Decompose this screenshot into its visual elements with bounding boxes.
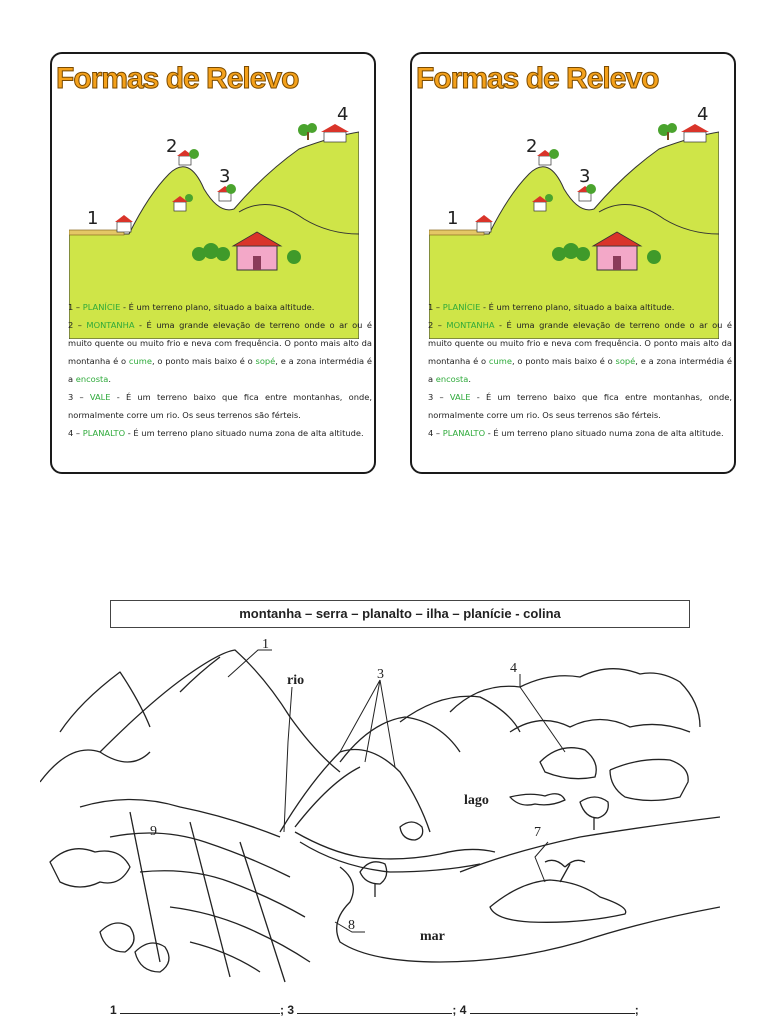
answer-number: 4 <box>459 1003 467 1017</box>
answer-lines <box>110 1003 639 1017</box>
answer-blank[interactable] <box>120 1003 280 1014</box>
desc-planalto: 4 – PLANALTO - É um terreno plano situado numa zona de alta altitude. <box>68 428 364 438</box>
house-icon <box>115 215 133 232</box>
answer-blank[interactable] <box>470 1003 635 1014</box>
desc-planicie: 1 – PLANÍCIE - É um terreno plano, situado a baixa altitude. <box>68 302 315 312</box>
label-rio: rio <box>287 673 305 688</box>
house-icon <box>321 124 349 142</box>
answer-separator: ; <box>452 1003 457 1017</box>
relevo-descriptions <box>414 298 732 442</box>
card-title: Formas de Relevo <box>56 62 299 95</box>
label-lago: lago <box>464 793 489 808</box>
house-icon <box>681 124 709 142</box>
label-9: 9 <box>150 824 157 839</box>
scene-number: 4 <box>697 104 709 125</box>
scene-number: 3 <box>579 166 591 187</box>
label-1: 1 <box>262 637 269 652</box>
scene-number: 1 <box>447 208 459 229</box>
desc-vale: 3 – VALE - É um terreno baixo que fica entre montanhas, onde, normalmente corre um rio. Os seus terrenos são férteis. <box>68 392 373 420</box>
scene-number: 3 <box>219 166 231 187</box>
scene-number: 2 <box>166 136 178 157</box>
desc-planalto: 4 – PLANALTO - É um terreno plano situado numa zona de alta altitude. <box>428 428 724 438</box>
scene-number: 1 <box>87 208 99 229</box>
answer-number: 3 <box>287 1003 295 1017</box>
desc-planicie: 1 – PLANÍCIE - É um terreno plano, situado a baixa altitude. <box>428 302 675 312</box>
answer-separator: ; <box>634 1003 639 1017</box>
word-bank: montanha – serra – planalto – ilha – planície - colina <box>110 600 690 628</box>
relevo-card-left <box>50 52 376 474</box>
label-8: 8 <box>348 918 355 933</box>
landscape-drawing <box>40 632 720 1004</box>
relevo-card-right <box>410 52 736 474</box>
answer-separator: ; <box>280 1003 285 1017</box>
answer-blank[interactable] <box>297 1003 452 1014</box>
tree-icon <box>658 123 677 140</box>
relevo-descriptions <box>54 298 372 442</box>
desc-montanha: 2 – MONTANHA - É uma grande elevação de terreno onde o ar ou é muito quente ou muito frio e neva com frequência. O ponto mais alto da montanha é o cume, o ponto mais baixo é o sopé, e a zona intermédia é a encosta. <box>428 320 733 384</box>
desc-montanha: 2 – MONTANHA - É uma grande elevação de terreno onde o ar ou é muito quente ou muito frio e neva com frequência. O ponto mais alto da montanha é o cume, o ponto mais baixo é o sopé, e a zona intermédia é a encosta. <box>68 320 373 384</box>
desc-vale: 3 – VALE - É um terreno baixo que fica entre montanhas, onde, normalmente corre um rio. Os seus terrenos são férteis. <box>428 392 733 420</box>
label-7: 7 <box>534 825 541 840</box>
label-3: 3 <box>377 667 384 682</box>
scene-number: 2 <box>526 136 538 157</box>
label-mar: mar <box>420 929 445 944</box>
tree-icon <box>298 123 317 140</box>
label-4: 4 <box>510 661 517 676</box>
scene-number: 4 <box>337 104 349 125</box>
house-icon <box>475 215 493 232</box>
answer-number: 1 <box>110 1003 117 1017</box>
card-title: Formas de Relevo <box>416 62 659 95</box>
